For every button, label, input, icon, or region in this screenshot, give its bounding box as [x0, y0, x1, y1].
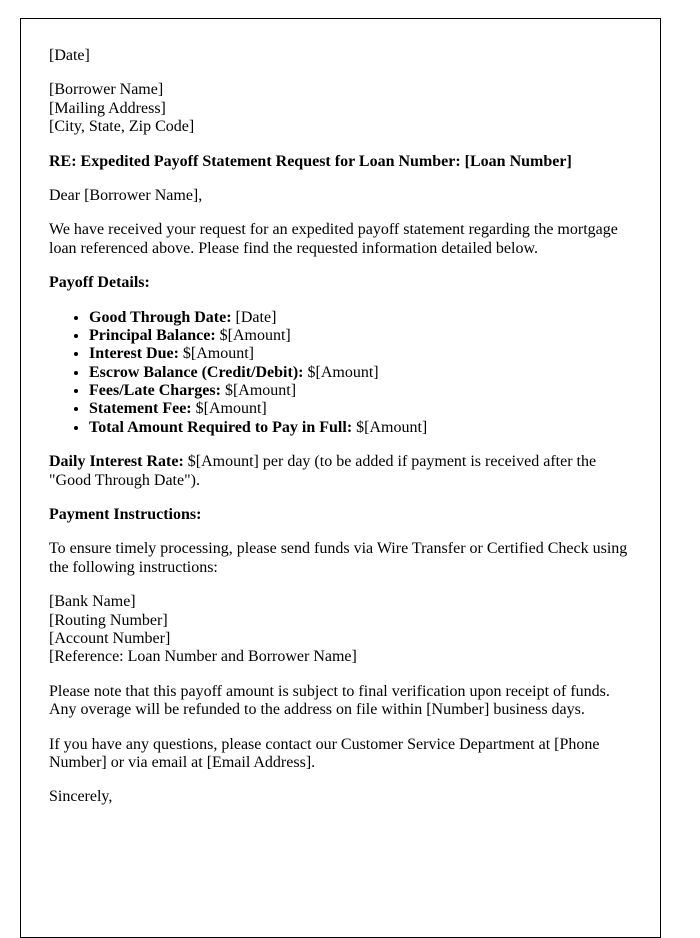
recipient-address-block: [49, 81, 636, 136]
salutation: Dear [Borrower Name],: [49, 186, 203, 204]
item-label: Good Through Date:: [89, 308, 232, 326]
list-item: [89, 400, 636, 418]
payment-instructions-heading: Payment Instructions:: [49, 506, 202, 524]
item-label: Fees/Late Charges:: [89, 382, 221, 400]
daily-interest-label: Daily Interest Rate:: [49, 453, 184, 471]
subject-line: RE: Expedited Payoff Statement Request for Loan Number: [Loan Number]: [49, 152, 572, 170]
payment-instructions-intro: To ensure timely processing, please send funds via Wire Transfer or Certified Check using the following instructions:: [49, 540, 628, 576]
closing-line: Sincerely,: [49, 788, 113, 806]
item-value: $[Amount]: [191, 400, 267, 418]
contact-paragraph: If you have any questions, please contact our Customer Service Department at [Phone Number] or via email at [Email Address].: [49, 735, 600, 771]
reference-line: [Reference: Loan Number and Borrower Name]: [49, 648, 357, 666]
bank-details-block: [49, 593, 636, 667]
daily-interest-text: $[Amount] per day (to be added if payment is received after the "Good Through Date").: [49, 453, 597, 489]
item-value: [Date]: [231, 308, 277, 326]
list-item: [89, 382, 636, 400]
item-value: $[Amount]: [215, 326, 291, 344]
list-item: [89, 345, 636, 363]
daily-interest-paragraph: [49, 453, 636, 490]
item-value: $[Amount]: [220, 382, 297, 400]
intro-paragraph: We have received your request for an expedited payoff statement regarding the mortgage loan referenced above. Please find the requested information detailed below.: [49, 221, 618, 257]
item-label: Interest Due:: [89, 345, 179, 363]
bank-name-line: [Bank Name]: [49, 593, 136, 611]
list-item: [89, 419, 636, 437]
item-label: Total Amount Required to Pay in Full:: [89, 418, 353, 436]
date-line: [Date]: [49, 47, 90, 64]
payoff-details-heading: Payoff Details:: [49, 274, 150, 292]
list-item: [89, 309, 636, 327]
routing-number-line: [Routing Number]: [49, 611, 168, 629]
address-line-city: [City, State, Zip Code]: [49, 118, 195, 136]
item-value: $[Amount]: [303, 363, 379, 381]
item-value: $[Amount]: [352, 418, 428, 436]
item-value: $[Amount]: [178, 345, 255, 363]
verification-paragraph: Please note that this payoff amount is subject to final verification upon receipt of funds. Any overage will be refunded to the address on file within [Number] business days.: [49, 682, 610, 719]
account-number-line: [Account Number]: [49, 629, 171, 647]
item-label: Statement Fee:: [89, 400, 192, 418]
address-line-street: [Mailing Address]: [49, 99, 166, 117]
list-item: [89, 364, 636, 382]
list-item: [89, 327, 636, 345]
letter-page: [20, 18, 661, 938]
address-line-name: [Borrower Name]: [49, 81, 164, 99]
item-label: Escrow Balance (Credit/Debit):: [89, 363, 304, 381]
item-label: Principal Balance:: [89, 326, 216, 344]
payoff-details-list: [49, 309, 636, 438]
